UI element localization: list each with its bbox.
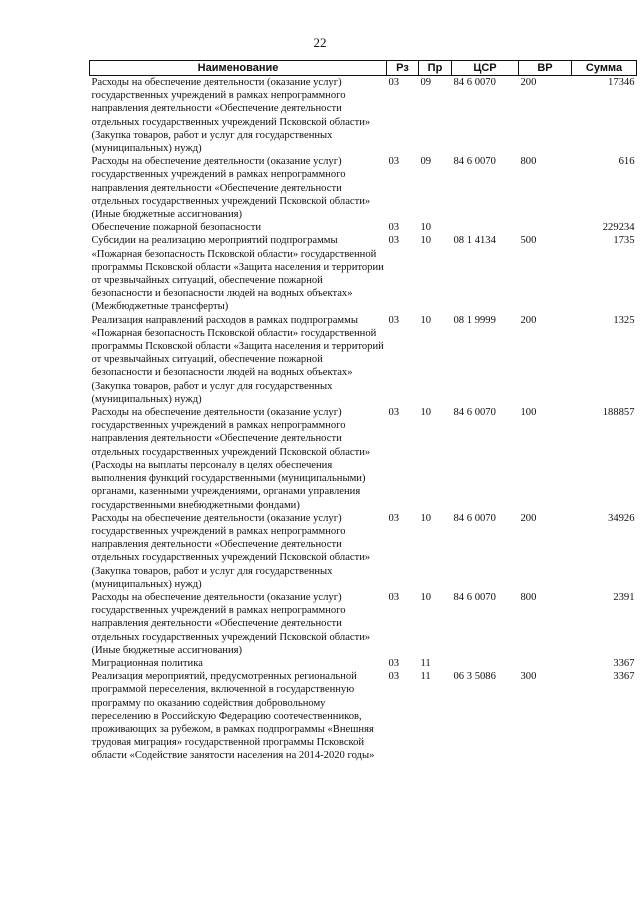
- row-pr: 10: [420, 407, 432, 419]
- table-row: [90, 314, 637, 406]
- row-sum: 229234: [602, 222, 635, 234]
- row-vr: [519, 657, 572, 670]
- row-csr: 06 3 5086: [453, 671, 496, 683]
- header-name: Наименование: [90, 61, 387, 76]
- table-row: [90, 512, 637, 591]
- row-sum: 3367: [613, 671, 635, 683]
- table-row: [90, 221, 637, 234]
- row-name: Субсидии на реализацию мероприятий подпрограммы «Пожарная безопасность Псковской области» государственной программы Псковской области «Защита населения и территории от чрезвычайных ситуаций, обеспечение пожарной безопасности и безопасности людей на водных объектах» (Межбюджетные трансферты): [91, 235, 384, 313]
- row-vr: 200: [520, 314, 537, 326]
- table-row: [90, 155, 637, 221]
- row-rz: 03: [388, 657, 400, 669]
- row-name: Реализация направлений расходов в рамках подпрограммы «Пожарная безопасность Псковской области» государственной программы Псковской области «Защита населения и территорий от чрезвычайных ситуаций, обеспечение пожарной безопасности и безопасности людей на водных объектах» (Закупка товаров, работ и услуг для государственных (муниципальных) нужд): [91, 314, 384, 405]
- row-pr: 10: [420, 512, 432, 524]
- row-rz: 03: [388, 77, 400, 88]
- header-rz: Рз: [387, 61, 419, 76]
- row-csr: 84 6 0070: [453, 512, 496, 524]
- row-csr: [452, 221, 519, 234]
- row-rz: 03: [388, 591, 400, 603]
- row-sum: 1325: [613, 314, 635, 326]
- row-vr: 300: [520, 671, 537, 683]
- row-name: Расходы на обеспечение деятельности (оказание услуг) государственных учреждений в рамках непрограммного направления деятельности «Обеспечение деятельности отдельных государственных учреждений Псковской области» (Расходы на выплаты персоналу в целях обеспечения выполнения функций государственными (муниципальными) органами, казенными учреждениями, органами управления государственными внебюджетными фондами): [91, 407, 371, 511]
- row-name: Реализация мероприятий, предусмотренных региональной программой переселения, включенной в государственную программу по оказанию содействия добровольному переселению в Российскую Федерацию соотечественников, проживающих за рубежом, в рамках подпрограммы «Внешняя трудовая миграция» государственной программы Псковской области «Содействие занятости населения на 2014-2020 годы»: [91, 671, 375, 762]
- header-sum: Сумма: [572, 61, 637, 76]
- header-vr: ВР: [519, 61, 572, 76]
- row-rz: 03: [388, 407, 400, 419]
- row-csr: 08 1 4134: [453, 235, 496, 247]
- table-row: [90, 76, 637, 156]
- table-row: [90, 670, 637, 762]
- budget-table: [89, 60, 637, 763]
- row-sum: 188857: [602, 407, 635, 419]
- row-pr: 10: [420, 222, 432, 234]
- row-pr: 09: [420, 156, 432, 168]
- row-pr: 11: [420, 657, 431, 669]
- row-rz: 03: [388, 156, 400, 168]
- row-rz: 03: [388, 512, 400, 524]
- row-csr: 08 1 9999: [453, 314, 496, 326]
- row-vr: 800: [520, 591, 537, 603]
- row-pr: 10: [420, 235, 432, 247]
- row-vr: 200: [520, 512, 537, 524]
- row-rz: 03: [388, 222, 400, 234]
- header-csr: ЦСР: [452, 61, 519, 76]
- row-csr: 84 6 0070: [453, 77, 496, 88]
- row-rz: 03: [388, 235, 400, 247]
- row-name: Обеспечение пожарной безопасности: [91, 222, 262, 234]
- table-row: [90, 657, 637, 670]
- row-rz: 03: [388, 671, 400, 683]
- row-sum: 2391: [613, 591, 635, 603]
- row-sum: 34926: [608, 512, 635, 524]
- table-header-row: [90, 61, 637, 76]
- page-number: 22: [313, 35, 327, 50]
- row-name: Расходы на обеспечение деятельности (оказание услуг) государственных учреждений в рамках непрограммного направления деятельности «Обеспечение деятельности отдельных государственных учреждений Псковской области» (Закупка товаров, работ и услуг для государственных (муниципальных) нужд): [91, 512, 371, 590]
- row-sum: 1735: [613, 235, 635, 247]
- row-csr: 84 6 0070: [453, 591, 496, 603]
- row-vr: [519, 221, 572, 234]
- row-sum: 3367: [613, 657, 635, 669]
- header-pr: Пр: [419, 61, 452, 76]
- row-pr: 10: [420, 591, 432, 603]
- row-csr: 84 6 0070: [453, 156, 496, 168]
- row-csr: 84 6 0070: [453, 407, 496, 419]
- table-row: [90, 406, 637, 512]
- row-sum: 616: [618, 156, 635, 168]
- row-name: Расходы на обеспечение деятельности (оказание услуг) государственных учреждений в рамках непрограммного направления деятельности «Обеспечение деятельности отдельных государственных учреждений Псковской области» (Иные бюджетные ассигнования): [91, 591, 371, 656]
- row-vr: 500: [520, 235, 537, 247]
- row-name: Расходы на обеспечение деятельности (оказание услуг) государственных учреждений в рамках непрограммного направления деятельности «Обеспечение деятельности отдельных государственных учреждений Псковской области» (Иные бюджетные ассигнования): [91, 156, 371, 221]
- row-csr: [452, 657, 519, 670]
- row-name: Миграционная политика: [91, 657, 203, 669]
- row-vr: 100: [520, 407, 537, 419]
- row-rz: 03: [388, 314, 400, 326]
- row-pr: 09: [420, 77, 432, 88]
- row-vr: 800: [520, 156, 537, 168]
- row-sum: 17346: [608, 77, 635, 88]
- table-row: [90, 591, 637, 657]
- row-pr: 11: [420, 671, 431, 683]
- row-name: Расходы на обеспечение деятельности (оказание услуг) государственных учреждений в рамках непрограммного направления деятельности «Обеспечение деятельности отдельных государственных учреждений Псковской области» (Закупка товаров, работ и услуг для государственных (муниципальных) нужд): [91, 77, 371, 155]
- table-row: [90, 234, 637, 313]
- row-pr: 10: [420, 314, 432, 326]
- row-vr: 200: [520, 77, 537, 88]
